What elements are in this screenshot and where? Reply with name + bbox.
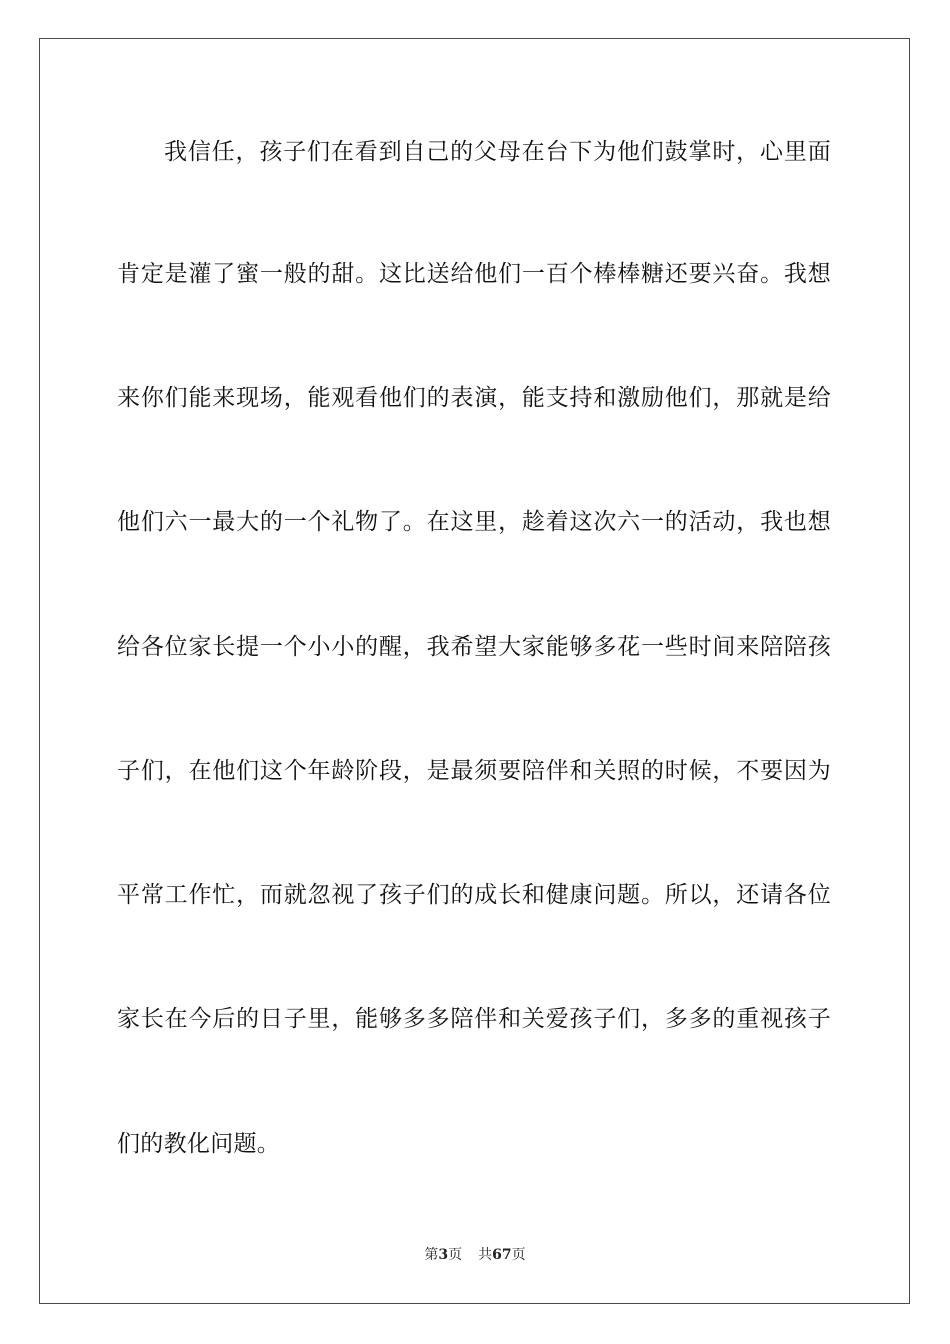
paragraph-line: 给各位家长提一个小小的醒，我希望大家能够多花一些时间来陪陪孩	[117, 634, 831, 660]
total-pages: 67	[492, 1247, 512, 1263]
paragraph-line: 家长在今后的日子里，能够多多陪伴和关爱孩子们，多多的重视孩子	[117, 1006, 831, 1032]
page-suffix: 页	[448, 1247, 463, 1263]
paragraph-line: 子们，在他们这个年龄阶段，是最须要陪伴和关照的时候，不要因为	[117, 758, 831, 784]
paragraph-line: 来你们能来现场，能观看他们的表演，能支持和激励他们，那就是给	[117, 385, 831, 411]
paragraph-line: 我信任，孩子们在看到自己的父母在台下为他们鼓掌时，心里面	[164, 139, 831, 165]
paragraph-line: 平常工作忙，而就忽视了孩子们的成长和健康问题。所以，还请各位	[117, 882, 831, 908]
page-number: 3	[438, 1247, 449, 1263]
paragraph-line: 肯定是灌了蜜一般的甜。这比送给他们一百个棒棒糖还要兴奋。我想	[117, 261, 831, 287]
total-suffix: 页	[511, 1247, 526, 1263]
page-border	[39, 38, 910, 1304]
paragraph-line: 们的教化问题。	[117, 1131, 281, 1157]
page-footer	[0, 1246, 950, 1264]
total-prefix: 共	[478, 1247, 493, 1263]
paragraph-line: 他们六一最大的一个礼物了。在这里，趁着这次六一的活动，我也想	[117, 509, 831, 535]
page-prefix: 第	[424, 1247, 439, 1263]
